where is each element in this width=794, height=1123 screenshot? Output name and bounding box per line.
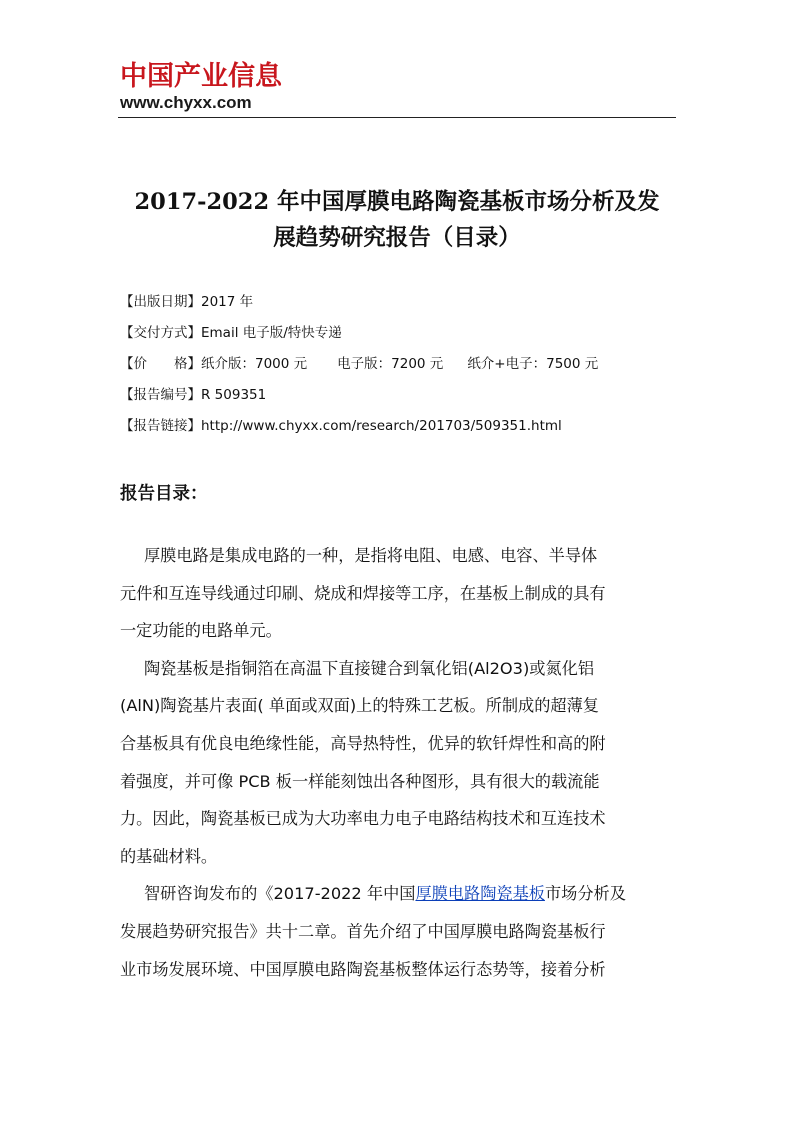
text-line: 合基板具有优良电绝缘性能，高导热特性，优异的软钎焊性和高的附 [120,733,606,753]
logo-url: www.chyxx.com [120,93,252,112]
report-meta [120,287,680,442]
meta-label: 【报告编号】 [120,387,201,403]
meta-value: 2017 年 [201,294,254,310]
paragraph [120,875,677,988]
text-line: 业市场发展环境、中国厚膜电路陶瓷基板整体运行态势等，接着分析 [120,959,606,979]
meta-label: 【报告链接】 [120,418,201,434]
logo-text: 中国产业信息 [120,61,282,92]
text-line: 发展趋势研究报告》共十二章。首先介绍了中国厚膜电路陶瓷基板行 [120,921,606,941]
product-link[interactable]: 厚膜电路陶瓷基板 [415,884,545,904]
price-both: 纸介+电子：7500 元 [467,356,599,372]
text-line: 的基础材料。 [120,846,218,866]
text-segment: 市场分析及 [544,884,626,904]
meta-label: 【交付方式】 [120,325,201,341]
text-segment: 智研咨询发布的《2017-2022 年中国 [144,884,416,904]
text-line: 力。因此，陶瓷基板已成为大功率电力电子电路结构技术和互连技术 [120,809,606,829]
meta-value: R 509351 [201,387,267,403]
text-line: 陶瓷基板是指铜箔在高温下直接键合到氧化铝(Al2O3)或氮化铝 [144,658,595,678]
text-line: 元件和互连导线通过印刷、烧成和焊接等工序，在基板上制成的具有 [120,583,606,603]
text-line: (AlN)陶瓷基片表面( 单面或双面)上的特殊工艺板。所制成的超薄复 [120,696,599,716]
report-link[interactable]: http://www.chyxx.com/research/201703/509351.html [201,418,562,434]
meta-value: Email 电子版/特快专递 [201,325,342,341]
price-electronic: 电子版：7200 元 [337,356,444,372]
meta-report-number [120,380,680,411]
title-line-1: 2017-2022 年中国厚膜电路陶瓷基板市场分析及发 [134,189,660,215]
report-body [120,537,677,988]
text-line: 着强度，并可像 PCB 板一样能刻蚀出各种图形，具有很大的载流能 [120,771,600,791]
paragraph [120,537,677,650]
meta-label: 【价 格】 [120,356,201,372]
meta-price [120,349,680,380]
report-title [118,184,676,256]
text-line: 厚膜电路是集成电路的一种，是指将电阻、电感、电容、半导体 [144,546,598,565]
price-paper: 纸介版：7000 元 [201,356,308,372]
meta-label: 【出版日期】 [120,294,201,310]
text-line: 一定功能的电路单元。 [120,621,282,641]
title-line-2: 展趋势研究报告（目录） [273,225,521,251]
header-divider [118,117,676,118]
text-line [120,875,677,913]
site-logo[interactable] [120,62,300,112]
paragraph [120,650,677,876]
section-heading: 报告目录： [120,484,208,504]
meta-delivery [120,318,680,349]
meta-publish-date [120,287,680,318]
meta-report-link [120,411,680,442]
